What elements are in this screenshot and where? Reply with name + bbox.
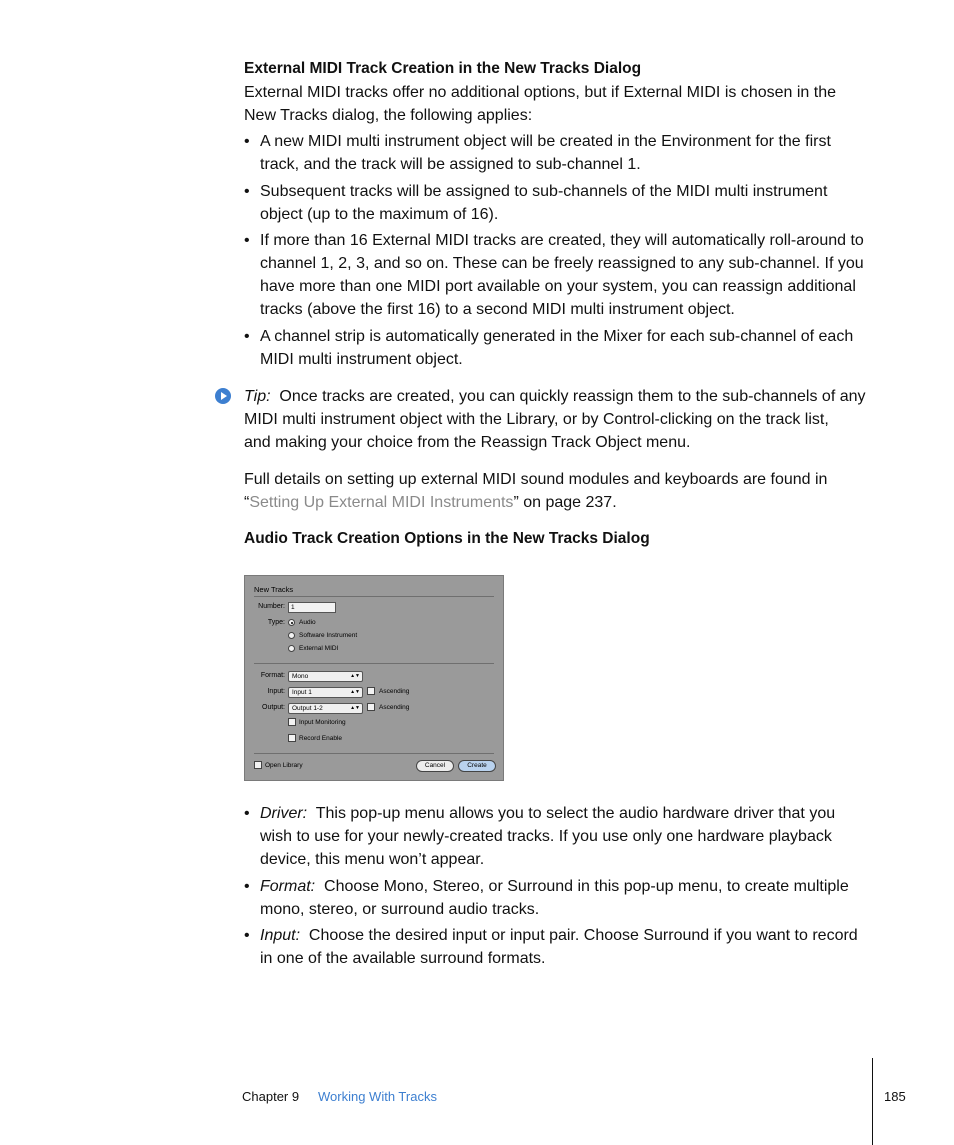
list-item: • Input: Choose the desired input or input pair. Choose Surround if you want to record in one of the available surround formats. — [244, 927, 858, 967]
popup-arrows-icon: ▲▼ — [350, 689, 360, 695]
type-audio-radio[interactable] — [288, 619, 295, 626]
record-enable-label: Record Enable — [299, 735, 342, 742]
output-popup[interactable]: Output 1-2 ▲▼ — [288, 703, 363, 714]
format-popup[interactable]: Mono ▲▼ — [288, 671, 363, 682]
list-item: • A channel strip is automatically generated in the Mixer for each sub-channel of each MIDI multi instrument object. — [244, 328, 854, 368]
popup-arrows-icon: ▲▼ — [350, 673, 360, 679]
input-popup[interactable]: Input 1 ▲▼ — [288, 687, 363, 698]
section-heading-audio-track: Audio Track Creation Options in the New Tracks Dialog — [244, 530, 650, 547]
list-item: • Subsequent tracks will be assigned to sub-channels of the MIDI multi instrument object (up to the maximum of 16). — [244, 183, 828, 223]
input-label: Input: — [267, 688, 285, 695]
page-number: 185 — [884, 1089, 906, 1104]
type-audio-label: Audio — [299, 619, 316, 626]
tip-paragraph: Tip: Once tracks are created, you can quickly reassign them to the sub-channels of any MIDI multi instrument object with the Library, or by Control-clicking on the track list, and making your choice from the Reassign Track Object menu. — [244, 388, 866, 451]
details-paragraph: Full details on setting up external MIDI sound modules and keyboards are found in “Setting Up External MIDI Instruments” on page 237. — [244, 471, 828, 511]
type-software-instrument-label: Software Instrument — [299, 632, 358, 639]
footer-chapter: Chapter 9 — [242, 1089, 300, 1104]
dialog-title: New Tracks — [254, 585, 294, 594]
item-label: Format: — [260, 878, 316, 895]
item-label: Input: — [260, 927, 301, 944]
list-item: • Format: Choose Mono, Stereo, or Surround in this pop-up menu, to create multiple mono, stereo, or surround audio tracks. — [244, 878, 849, 918]
input-ascending-checkbox[interactable] — [367, 687, 375, 695]
create-button[interactable]: Create — [458, 760, 496, 772]
type-external-midi-label: External MIDI — [299, 645, 339, 652]
output-ascending-checkbox[interactable] — [367, 703, 375, 711]
list-item: • If more than 16 External MIDI tracks are created, they will automatically roll-around to channel 1, 2, 3, and so on. These can be freely reassigned to any sub-channel. If you have more than one MIDI port available on your system, you can reassign additional tracks (above the first 16) to a second MIDI multi instrument object. — [244, 232, 864, 318]
format-label: Format: — [260, 672, 285, 679]
open-library-checkbox[interactable] — [254, 761, 262, 769]
intro-paragraph — [244, 81, 836, 127]
intro-line-1: External MIDI tracks offer no additional options, but if External MIDI is chosen in the — [244, 84, 836, 101]
open-library-label: Open Library — [265, 762, 303, 769]
type-label: Type: — [267, 619, 285, 626]
divider — [254, 753, 494, 754]
new-tracks-dialog — [244, 575, 504, 781]
cancel-button[interactable]: Cancel — [416, 760, 454, 772]
output-label: Output: — [262, 704, 285, 711]
output-ascending-label: Ascending — [379, 704, 410, 711]
footer-divider — [872, 1058, 873, 1145]
number-field[interactable]: 1 — [288, 602, 336, 613]
popup-arrows-icon: ▲▼ — [350, 705, 360, 711]
divider — [254, 596, 494, 597]
type-external-midi-radio[interactable] — [288, 645, 295, 652]
intro-line-2: New Tracks dialog, the following applies: — [244, 107, 533, 124]
divider — [254, 663, 494, 664]
cross-reference-link[interactable]: Setting Up External MIDI Instruments — [249, 494, 514, 511]
list-item: • Driver: This pop-up menu allows you to select the audio hardware driver that you wish to use for your newly-created tracks. If you use only one hardware playback device, this menu won’t appear. — [244, 805, 836, 868]
list-item: • A new MIDI multi instrument object will be created in the Environment for the first track, and the track will be assigned to sub-channel 1. — [244, 133, 831, 173]
record-enable-checkbox[interactable] — [288, 734, 296, 742]
number-label: Number: — [258, 603, 285, 610]
input-monitoring-checkbox[interactable] — [288, 718, 296, 726]
tip-label: Tip: — [244, 388, 271, 405]
input-monitoring-label: Input Monitoring — [299, 719, 346, 726]
input-ascending-label: Ascending — [379, 688, 410, 695]
item-label: Driver: — [260, 805, 308, 822]
type-software-instrument-radio[interactable] — [288, 632, 295, 639]
tip-arrow-icon — [215, 388, 231, 404]
section-heading-external-midi: External MIDI Track Creation in the New Tracks Dialog — [244, 60, 642, 77]
footer-section-link[interactable]: Working With Tracks — [318, 1089, 437, 1104]
